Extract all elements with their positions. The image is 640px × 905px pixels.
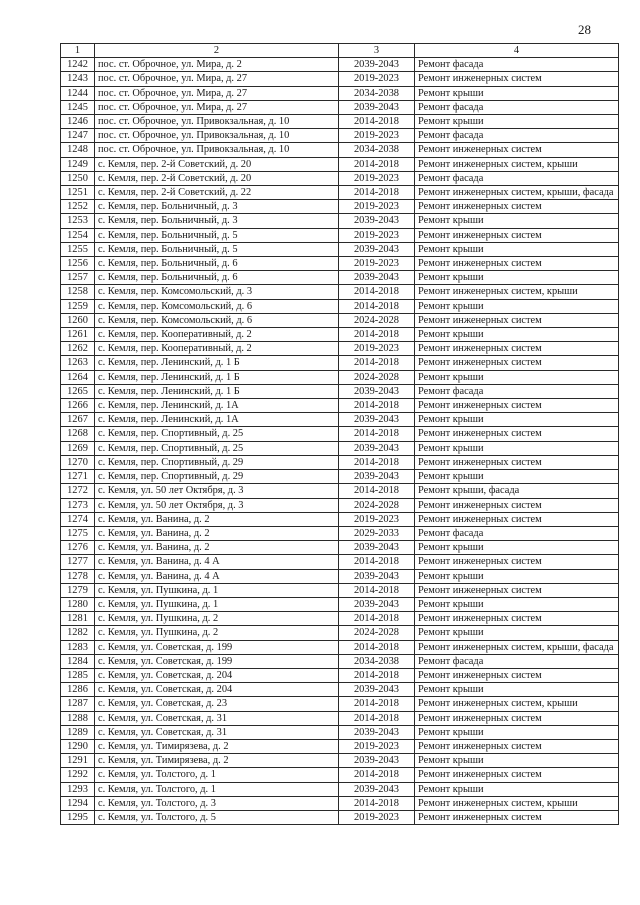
row-number: 1282 xyxy=(61,626,95,640)
row-number: 1269 xyxy=(61,441,95,455)
row-period: 2039-2043 xyxy=(339,541,415,555)
row-period: 2014-2018 xyxy=(339,299,415,313)
row-work-type: Ремонт инженерных систем xyxy=(415,555,619,569)
table-row xyxy=(61,115,619,129)
row-address: с. Кемля, пер. Спортивный, д. 25 xyxy=(95,427,339,441)
table-row xyxy=(61,413,619,427)
row-period: 2019-2023 xyxy=(339,171,415,185)
row-address: с. Кемля, пер. Ленинский, д. 1 Б xyxy=(95,370,339,384)
row-number: 1258 xyxy=(61,285,95,299)
row-period: 2039-2043 xyxy=(339,782,415,796)
row-period: 2039-2043 xyxy=(339,271,415,285)
row-number: 1290 xyxy=(61,739,95,753)
row-period: 2014-2018 xyxy=(339,115,415,129)
row-address: с. Кемля, ул. Советская, д. 31 xyxy=(95,725,339,739)
row-period: 2024-2028 xyxy=(339,626,415,640)
row-number: 1255 xyxy=(61,242,95,256)
row-number: 1284 xyxy=(61,654,95,668)
row-address: пос. ст. Оброчное, ул. Мира, д. 27 xyxy=(95,86,339,100)
row-period: 2039-2043 xyxy=(339,569,415,583)
row-address: с. Кемля, ул. Ванина, д. 2 xyxy=(95,541,339,555)
row-address: с. Кемля, ул. Пушкина, д. 1 xyxy=(95,597,339,611)
table-row xyxy=(61,569,619,583)
row-work-type: Ремонт фасада xyxy=(415,171,619,185)
row-period: 2024-2028 xyxy=(339,370,415,384)
row-work-type: Ремонт инженерных систем xyxy=(415,668,619,682)
row-number: 1274 xyxy=(61,512,95,526)
row-number: 1245 xyxy=(61,100,95,114)
table-row xyxy=(61,526,619,540)
table-row xyxy=(61,186,619,200)
row-work-type: Ремонт крыши xyxy=(415,299,619,313)
row-work-type: Ремонт инженерных систем xyxy=(415,313,619,327)
row-address: с. Кемля, пер. Спортивный, д. 29 xyxy=(95,470,339,484)
row-work-type: Ремонт инженерных систем, крыши xyxy=(415,285,619,299)
page-number: 28 xyxy=(578,22,591,37)
column-header-work-type: 4 xyxy=(415,44,619,58)
row-work-type: Ремонт крыши xyxy=(415,115,619,129)
row-address: с. Кемля, ул. Толстого, д. 1 xyxy=(95,768,339,782)
row-number: 1243 xyxy=(61,72,95,86)
row-period: 2039-2043 xyxy=(339,597,415,611)
row-number: 1279 xyxy=(61,583,95,597)
row-period: 2019-2023 xyxy=(339,739,415,753)
table-row xyxy=(61,299,619,313)
table-row xyxy=(61,257,619,271)
column-header-number: 1 xyxy=(61,44,95,58)
row-number: 1246 xyxy=(61,115,95,129)
row-work-type: Ремонт фасада xyxy=(415,526,619,540)
column-header-period: 3 xyxy=(339,44,415,58)
row-work-type: Ремонт крыши xyxy=(415,470,619,484)
row-work-type: Ремонт крыши xyxy=(415,782,619,796)
row-work-type: Ремонт инженерных систем xyxy=(415,498,619,512)
row-period: 2014-2018 xyxy=(339,555,415,569)
row-number: 1281 xyxy=(61,612,95,626)
row-number: 1260 xyxy=(61,313,95,327)
row-work-type: Ремонт инженерных систем xyxy=(415,455,619,469)
row-number: 1259 xyxy=(61,299,95,313)
table-row xyxy=(61,271,619,285)
row-number: 1278 xyxy=(61,569,95,583)
table-row xyxy=(61,640,619,654)
row-number: 1248 xyxy=(61,143,95,157)
row-period: 2014-2018 xyxy=(339,356,415,370)
row-work-type: Ремонт крыши xyxy=(415,541,619,555)
row-number: 1287 xyxy=(61,697,95,711)
row-address: пос. ст. Оброчное, ул. Привокзальная, д. 10 xyxy=(95,129,339,143)
row-period: 2014-2018 xyxy=(339,157,415,171)
row-address: с. Кемля, ул. Пушкина, д. 1 xyxy=(95,583,339,597)
row-work-type: Ремонт крыши xyxy=(415,683,619,697)
row-address: с. Кемля, пер. Комсомольский, д. 6 xyxy=(95,299,339,313)
row-work-type: Ремонт инженерных систем, крыши, фасада xyxy=(415,640,619,654)
table-row xyxy=(61,143,619,157)
row-period: 2019-2023 xyxy=(339,129,415,143)
row-period: 2034-2038 xyxy=(339,86,415,100)
table-row xyxy=(61,555,619,569)
row-number: 1256 xyxy=(61,257,95,271)
row-work-type: Ремонт инженерных систем xyxy=(415,583,619,597)
row-period: 2029-2033 xyxy=(339,526,415,540)
row-period: 2014-2018 xyxy=(339,186,415,200)
row-work-type: Ремонт инженерных систем xyxy=(415,612,619,626)
row-address: пос. ст. Оброчное, ул. Привокзальная, д. 10 xyxy=(95,143,339,157)
row-address: с. Кемля, пер. Ленинский, д. 1 Б xyxy=(95,384,339,398)
row-address: с. Кемля, ул. Пушкина, д. 2 xyxy=(95,612,339,626)
row-period: 2019-2023 xyxy=(339,200,415,214)
row-number: 1277 xyxy=(61,555,95,569)
table-row xyxy=(61,157,619,171)
row-work-type: Ремонт инженерных систем xyxy=(415,399,619,413)
row-number: 1288 xyxy=(61,711,95,725)
row-number: 1295 xyxy=(61,810,95,824)
row-period: 2039-2043 xyxy=(339,441,415,455)
table-row xyxy=(61,512,619,526)
row-work-type: Ремонт крыши xyxy=(415,413,619,427)
row-work-type: Ремонт крыши xyxy=(415,370,619,384)
row-period: 2014-2018 xyxy=(339,640,415,654)
row-work-type: Ремонт фасада xyxy=(415,58,619,72)
row-address: с. Кемля, ул. Ванина, д. 4 А xyxy=(95,569,339,583)
row-number: 1252 xyxy=(61,200,95,214)
row-number: 1257 xyxy=(61,271,95,285)
row-address: с. Кемля, ул. Советская, д. 199 xyxy=(95,640,339,654)
row-work-type: Ремонт инженерных систем xyxy=(415,72,619,86)
row-work-type: Ремонт крыши xyxy=(415,242,619,256)
row-work-type: Ремонт фасада xyxy=(415,654,619,668)
row-period: 2014-2018 xyxy=(339,612,415,626)
row-number: 1254 xyxy=(61,228,95,242)
table-row xyxy=(61,214,619,228)
row-address: с. Кемля, пер. 2-й Советский, д. 20 xyxy=(95,157,339,171)
row-address: с. Кемля, пер. Спортивный, д. 29 xyxy=(95,455,339,469)
row-period: 2019-2023 xyxy=(339,810,415,824)
row-work-type: Ремонт инженерных систем xyxy=(415,143,619,157)
row-period: 2019-2023 xyxy=(339,72,415,86)
table-row xyxy=(61,427,619,441)
row-number: 1249 xyxy=(61,157,95,171)
row-address: с. Кемля, ул. Толстого, д. 5 xyxy=(95,810,339,824)
row-work-type: Ремонт крыши xyxy=(415,597,619,611)
row-number: 1275 xyxy=(61,526,95,540)
row-work-type: Ремонт инженерных систем xyxy=(415,342,619,356)
table-row xyxy=(61,313,619,327)
table-row xyxy=(61,242,619,256)
row-address: с. Кемля, ул. Ванина, д. 2 xyxy=(95,526,339,540)
row-address: с. Кемля, пер. Кооперативный, д. 2 xyxy=(95,328,339,342)
row-address: с. Кемля, пер. Кооперативный, д. 2 xyxy=(95,342,339,356)
table-row xyxy=(61,228,619,242)
row-work-type: Ремонт инженерных систем xyxy=(415,711,619,725)
table-row xyxy=(61,626,619,640)
table-row xyxy=(61,200,619,214)
row-number: 1268 xyxy=(61,427,95,441)
row-number: 1286 xyxy=(61,683,95,697)
row-address: с. Кемля, пер. 2-й Советский, д. 22 xyxy=(95,186,339,200)
row-address: с. Кемля, ул. Советская, д. 204 xyxy=(95,668,339,682)
table-row xyxy=(61,171,619,185)
row-work-type: Ремонт инженерных систем xyxy=(415,768,619,782)
row-work-type: Ремонт крыши xyxy=(415,214,619,228)
row-address: с. Кемля, пер. Больничный, д. 3 xyxy=(95,214,339,228)
row-period: 2014-2018 xyxy=(339,328,415,342)
row-address: с. Кемля, пер. 2-й Советский, д. 20 xyxy=(95,171,339,185)
row-work-type: Ремонт фасада xyxy=(415,129,619,143)
row-number: 1266 xyxy=(61,399,95,413)
row-number: 1247 xyxy=(61,129,95,143)
row-number: 1293 xyxy=(61,782,95,796)
row-number: 1292 xyxy=(61,768,95,782)
row-period: 2014-2018 xyxy=(339,768,415,782)
row-number: 1273 xyxy=(61,498,95,512)
row-work-type: Ремонт крыши xyxy=(415,328,619,342)
row-address: с. Кемля, ул. Советская, д. 23 xyxy=(95,697,339,711)
row-number: 1272 xyxy=(61,484,95,498)
row-address: с. Кемля, ул. Ванина, д. 2 xyxy=(95,512,339,526)
row-period: 2014-2018 xyxy=(339,285,415,299)
table-row xyxy=(61,72,619,86)
row-address: с. Кемля, ул. Толстого, д. 3 xyxy=(95,796,339,810)
table-row xyxy=(61,399,619,413)
row-work-type: Ремонт инженерных систем xyxy=(415,810,619,824)
row-period: 2039-2043 xyxy=(339,58,415,72)
row-address: с. Кемля, пер. Больничный, д. 3 xyxy=(95,200,339,214)
row-number: 1289 xyxy=(61,725,95,739)
row-work-type: Ремонт крыши xyxy=(415,754,619,768)
row-address: с. Кемля, пер. Больничный, д. 6 xyxy=(95,257,339,271)
table-row xyxy=(61,796,619,810)
row-work-type: Ремонт инженерных систем xyxy=(415,200,619,214)
row-work-type: Ремонт инженерных систем xyxy=(415,228,619,242)
row-work-type: Ремонт крыши xyxy=(415,626,619,640)
table-row xyxy=(61,498,619,512)
table-header-row xyxy=(61,44,619,58)
table-row xyxy=(61,597,619,611)
row-number: 1270 xyxy=(61,455,95,469)
capital-repair-table xyxy=(60,43,619,825)
row-address: с. Кемля, ул. Советская, д. 204 xyxy=(95,683,339,697)
row-period: 2019-2023 xyxy=(339,257,415,271)
row-number: 1276 xyxy=(61,541,95,555)
row-number: 1267 xyxy=(61,413,95,427)
row-period: 2019-2023 xyxy=(339,228,415,242)
row-address: с. Кемля, пер. Больничный, д. 5 xyxy=(95,228,339,242)
row-period: 2039-2043 xyxy=(339,754,415,768)
row-address: с. Кемля, пер. Ленинский, д. 1А xyxy=(95,413,339,427)
table-row xyxy=(61,612,619,626)
row-work-type: Ремонт инженерных систем xyxy=(415,512,619,526)
row-period: 2014-2018 xyxy=(339,711,415,725)
table-row xyxy=(61,754,619,768)
row-number: 1253 xyxy=(61,214,95,228)
row-period: 2039-2043 xyxy=(339,214,415,228)
table-row xyxy=(61,86,619,100)
row-period: 2024-2028 xyxy=(339,498,415,512)
row-work-type: Ремонт крыши, фасада xyxy=(415,484,619,498)
row-address: с. Кемля, пер. Комсомольский, д. 3 xyxy=(95,285,339,299)
row-address: с. Кемля, ул. Тимирязева, д. 2 xyxy=(95,754,339,768)
table-row xyxy=(61,129,619,143)
row-work-type: Ремонт инженерных систем xyxy=(415,257,619,271)
row-period: 2039-2043 xyxy=(339,683,415,697)
row-number: 1251 xyxy=(61,186,95,200)
row-work-type: Ремонт крыши xyxy=(415,725,619,739)
row-work-type: Ремонт фасада xyxy=(415,100,619,114)
row-address: с. Кемля, ул. Советская, д. 199 xyxy=(95,654,339,668)
row-period: 2014-2018 xyxy=(339,668,415,682)
row-address: пос. ст. Оброчное, ул. Мира, д. 27 xyxy=(95,72,339,86)
row-address: с. Кемля, ул. Толстого, д. 1 xyxy=(95,782,339,796)
table-row xyxy=(61,370,619,384)
row-address: с. Кемля, ул. Пушкина, д. 2 xyxy=(95,626,339,640)
row-period: 2019-2023 xyxy=(339,512,415,526)
row-period: 2039-2043 xyxy=(339,413,415,427)
row-work-type: Ремонт инженерных систем xyxy=(415,356,619,370)
row-address: с. Кемля, пер. Больничный, д. 5 xyxy=(95,242,339,256)
table-row xyxy=(61,342,619,356)
row-address: пос. ст. Оброчное, ул. Мира, д. 27 xyxy=(95,100,339,114)
table-row xyxy=(61,668,619,682)
table-row xyxy=(61,58,619,72)
row-work-type: Ремонт крыши xyxy=(415,271,619,285)
row-period: 2014-2018 xyxy=(339,697,415,711)
row-period: 2034-2038 xyxy=(339,654,415,668)
row-work-type: Ремонт крыши xyxy=(415,86,619,100)
row-number: 1244 xyxy=(61,86,95,100)
table-row xyxy=(61,725,619,739)
table-row xyxy=(61,541,619,555)
table-row xyxy=(61,285,619,299)
row-address: с. Кемля, ул. 50 лет Октября, д. 3 xyxy=(95,498,339,512)
row-address: с. Кемля, ул. 50 лет Октября, д. 3 xyxy=(95,484,339,498)
row-period: 2014-2018 xyxy=(339,583,415,597)
row-period: 2014-2018 xyxy=(339,455,415,469)
row-work-type: Ремонт инженерных систем, крыши xyxy=(415,796,619,810)
row-period: 2039-2043 xyxy=(339,470,415,484)
table-row xyxy=(61,683,619,697)
table-row xyxy=(61,739,619,753)
row-address: с. Кемля, пер. Комсомольский, д. 6 xyxy=(95,313,339,327)
row-work-type: Ремонт инженерных систем xyxy=(415,739,619,753)
table-row xyxy=(61,384,619,398)
row-address: с. Кемля, ул. Советская, д. 31 xyxy=(95,711,339,725)
row-address: с. Кемля, ул. Ванина, д. 4 А xyxy=(95,555,339,569)
row-number: 1261 xyxy=(61,328,95,342)
row-period: 2024-2028 xyxy=(339,313,415,327)
row-period: 2039-2043 xyxy=(339,100,415,114)
row-number: 1242 xyxy=(61,58,95,72)
row-address: с. Кемля, пер. Спортивный, д. 25 xyxy=(95,441,339,455)
table-body xyxy=(61,58,619,825)
row-number: 1285 xyxy=(61,668,95,682)
row-number: 1265 xyxy=(61,384,95,398)
row-period: 2034-2038 xyxy=(339,143,415,157)
row-period: 2014-2018 xyxy=(339,796,415,810)
row-number: 1264 xyxy=(61,370,95,384)
row-address: с. Кемля, пер. Ленинский, д. 1 Б xyxy=(95,356,339,370)
table-row xyxy=(61,711,619,725)
table-row xyxy=(61,697,619,711)
table-row xyxy=(61,441,619,455)
row-number: 1271 xyxy=(61,470,95,484)
table-row xyxy=(61,484,619,498)
row-address: с. Кемля, пер. Больничный, д. 6 xyxy=(95,271,339,285)
row-work-type: Ремонт инженерных систем, крыши xyxy=(415,157,619,171)
row-period: 2039-2043 xyxy=(339,384,415,398)
row-number: 1294 xyxy=(61,796,95,810)
row-period: 2019-2023 xyxy=(339,342,415,356)
row-number: 1263 xyxy=(61,356,95,370)
table-row xyxy=(61,470,619,484)
row-address: с. Кемля, пер. Ленинский, д. 1А xyxy=(95,399,339,413)
row-work-type: Ремонт крыши xyxy=(415,441,619,455)
table-row xyxy=(61,654,619,668)
row-work-type: Ремонт крыши xyxy=(415,569,619,583)
table-row xyxy=(61,810,619,824)
row-number: 1280 xyxy=(61,597,95,611)
table-row xyxy=(61,356,619,370)
row-period: 2039-2043 xyxy=(339,725,415,739)
row-number: 1262 xyxy=(61,342,95,356)
table-row xyxy=(61,100,619,114)
row-work-type: Ремонт инженерных систем xyxy=(415,427,619,441)
table-row xyxy=(61,782,619,796)
row-number: 1291 xyxy=(61,754,95,768)
row-period: 2014-2018 xyxy=(339,399,415,413)
column-header-address: 2 xyxy=(95,44,339,58)
row-work-type: Ремонт инженерных систем, крыши, фасада xyxy=(415,186,619,200)
table-row xyxy=(61,328,619,342)
table-row xyxy=(61,583,619,597)
row-period: 2014-2018 xyxy=(339,427,415,441)
row-address: с. Кемля, ул. Тимирязева, д. 2 xyxy=(95,739,339,753)
row-period: 2039-2043 xyxy=(339,242,415,256)
row-work-type: Ремонт инженерных систем, крыши xyxy=(415,697,619,711)
row-number: 1250 xyxy=(61,171,95,185)
row-address: пос. ст. Оброчное, ул. Мира, д. 2 xyxy=(95,58,339,72)
table-row xyxy=(61,455,619,469)
row-number: 1283 xyxy=(61,640,95,654)
row-work-type: Ремонт фасада xyxy=(415,384,619,398)
table-row xyxy=(61,768,619,782)
row-address: пос. ст. Оброчное, ул. Привокзальная, д. 10 xyxy=(95,115,339,129)
row-period: 2014-2018 xyxy=(339,484,415,498)
